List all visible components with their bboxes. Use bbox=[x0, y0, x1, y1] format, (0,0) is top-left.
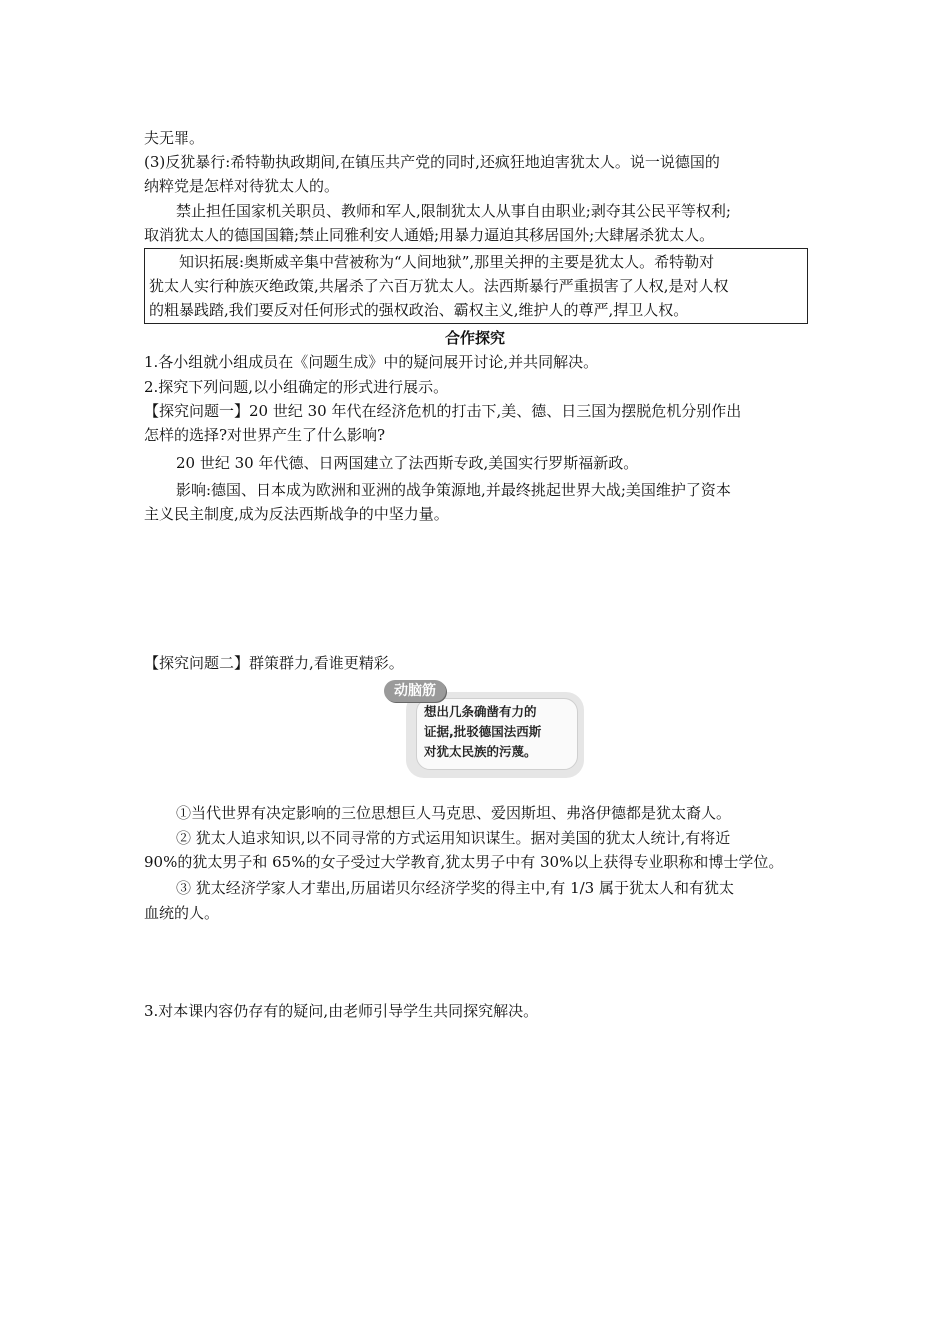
text-line: 纳粹党是怎样对待犹太人的。 bbox=[144, 177, 340, 195]
think-bubble-illustration bbox=[376, 678, 588, 788]
text-line: 90%的犹太男子和 65%的女子受过大学教育,犹太男子中有 30%以上获得专业职称和博士学位。 bbox=[144, 853, 784, 871]
bubble-text bbox=[424, 702, 574, 762]
text-line: 怎样的选择?对世界产生了什么影响? bbox=[144, 426, 386, 444]
text-line: 夫无罪。 bbox=[144, 129, 205, 147]
text-line: 主义民主制度,成为反法西斯战争的中坚力量。 bbox=[144, 505, 449, 523]
box-text-line: 犹太人实行种族灭绝政策,共屠杀了六百万犹太人。法西斯暴行严重损害了人权,是对人权 bbox=[149, 277, 729, 295]
bubble-line: 想出几条确凿有力的 bbox=[424, 704, 537, 719]
text-line: 2.探究下列问题,以小组确定的形式进行展示。 bbox=[144, 378, 449, 396]
text-line: 20 世纪 30 年代德、日两国建立了法西斯专政,美国实行罗斯福新政。 bbox=[176, 454, 639, 472]
bubble-tag: 动脑筋 bbox=[384, 680, 446, 702]
text-line: 3.对本课内容仍存有的疑问,由老师引导学生共同探究解决。 bbox=[144, 1002, 539, 1020]
text-line: 禁止担任国家机关职员、教师和军人,限制犹太人从事自由职业;剥夺其公民平等权利; bbox=[176, 202, 731, 220]
text-line: ①当代世界有决定影响的三位思想巨人马克思、爱因斯坦、弗洛伊德都是犹太裔人。 bbox=[176, 804, 732, 822]
text-line: (3)反犹暴行:希特勒执政期间,在镇压共产党的同时,还疯狂地迫害犹太人。说一说德国的 bbox=[144, 153, 720, 171]
text-line: 血统的人。 bbox=[144, 904, 220, 922]
text-line: 【探究问题二】群策群力,看谁更精彩。 bbox=[144, 654, 404, 672]
text-line: 1.各小组就小组成员在《问题生成》中的疑问展开讨论,并共同解决。 bbox=[144, 353, 599, 371]
text-line: ③ 犹太经济学家人才辈出,历届诺贝尔经济学奖的得主中,有 1/3 属于犹太人和有犹太 bbox=[176, 879, 734, 897]
bubble-line: 证据,批驳德国法西斯 bbox=[424, 724, 542, 739]
bubble-line: 对犹太民族的污蔑。 bbox=[424, 744, 537, 759]
knowledge-extension-box bbox=[144, 248, 808, 324]
text-line: 取消犹太人的德国国籍;禁止同雅利安人通婚;用暴力逼迫其移居国外;大肆屠杀犹太人。 bbox=[144, 226, 715, 244]
section-heading: 合作探究 bbox=[444, 329, 505, 347]
text-line: 影响:德国、日本成为欧洲和亚洲的战争策源地,并最终挑起世界大战;美国维护了资本 bbox=[176, 481, 731, 499]
text-line: ② 犹太人追求知识,以不同寻常的方式运用知识谋生。据对美国的犹太人统计,有将近 bbox=[176, 829, 731, 847]
text-line: 【探究问题一】20 世纪 30 年代在经济危机的打击下,美、德、日三国为摆脱危机分别作出 bbox=[144, 402, 742, 420]
box-text-line: 知识拓展:奥斯威辛集中营被称为“人间地狱”,那里关押的主要是犹太人。希特勒对 bbox=[179, 253, 715, 271]
box-text-line: 的粗暴践踏,我们要反对任何形式的强权政治、霸权主义,维护人的尊严,捍卫人权。 bbox=[149, 301, 689, 319]
